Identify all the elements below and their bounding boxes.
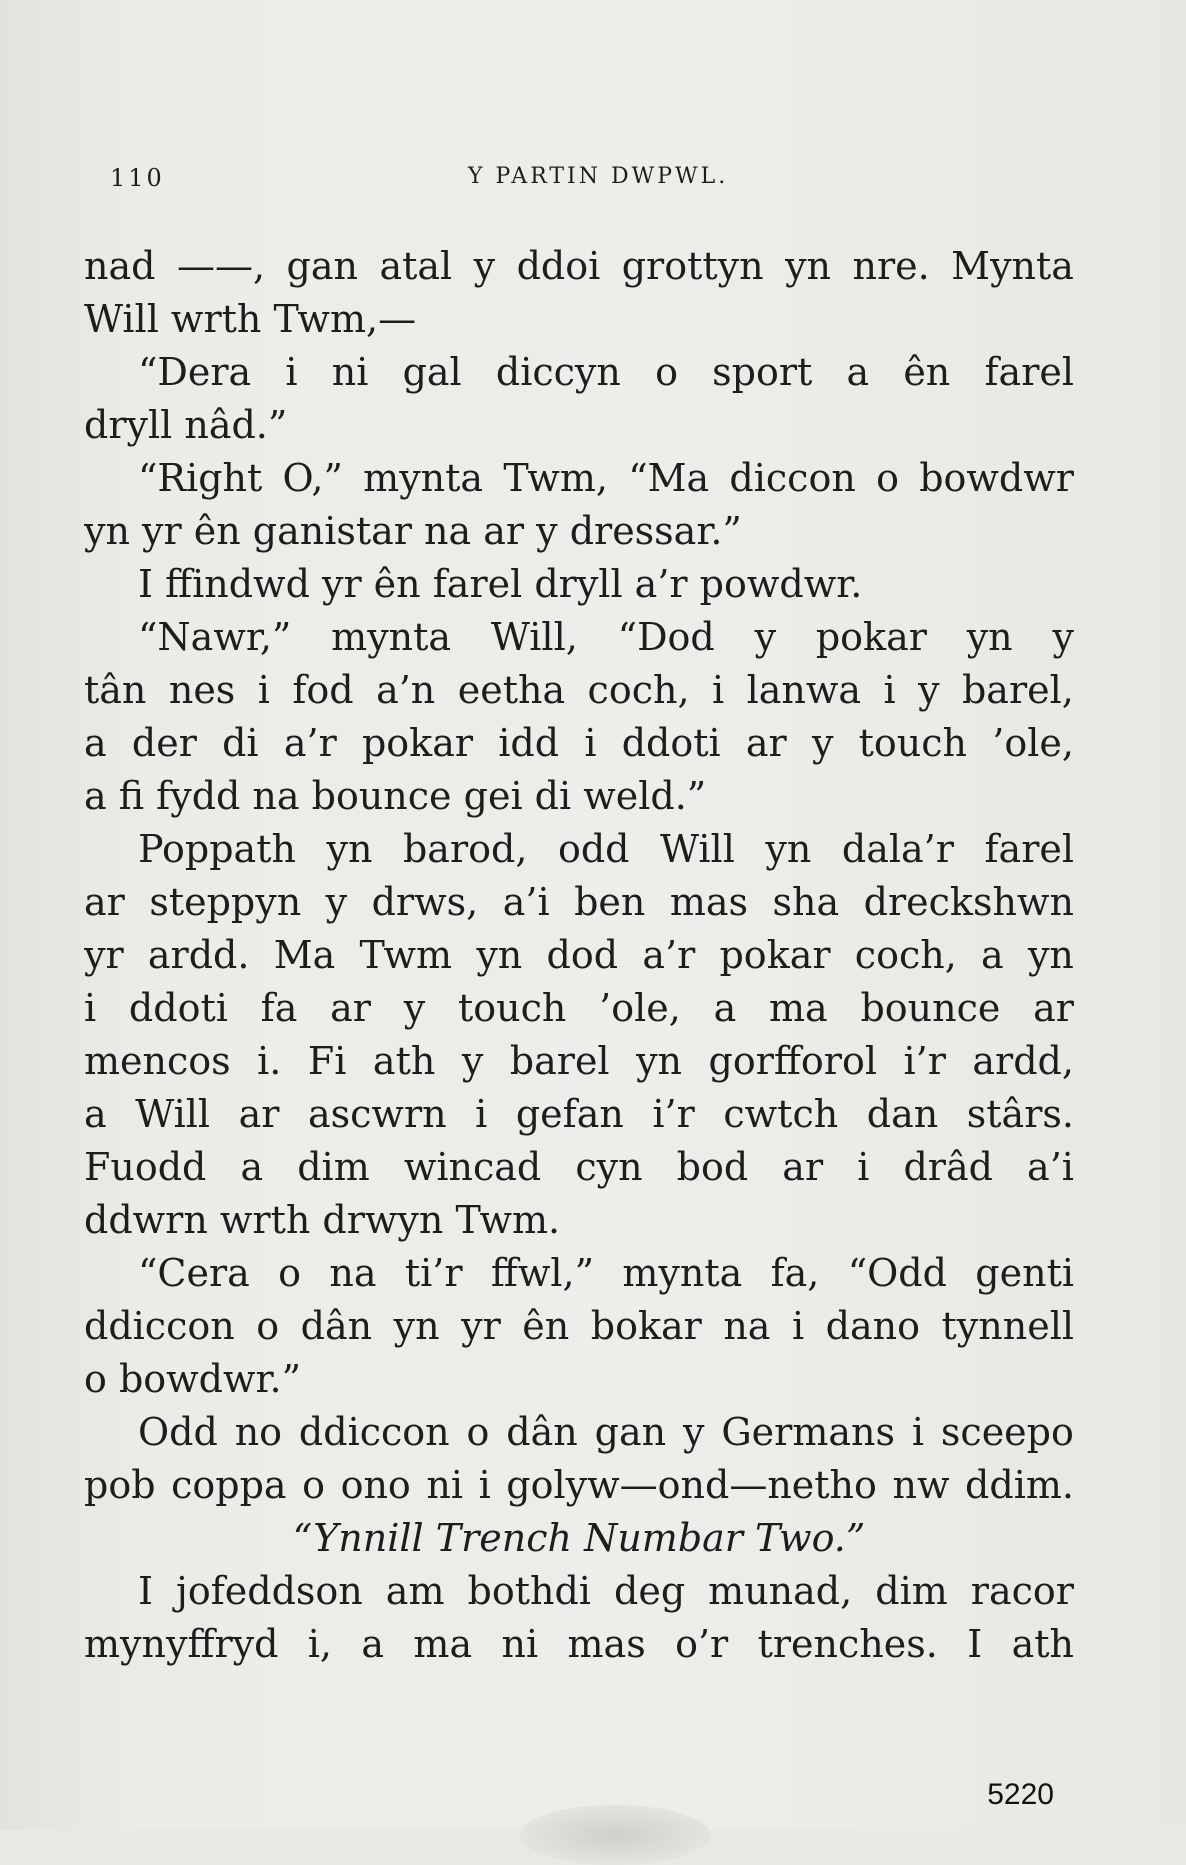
text-line: nad ——, gan atal y ddoi grottyn yn nre. Mynta	[84, 244, 1074, 288]
text-line: yr ardd. Ma Twm yn dod a’r pokar coch, a yn	[84, 933, 1074, 977]
running-title: Y PARTIN DWPWL.	[468, 164, 729, 189]
text-line: pob coppa o ono ni i golyw—ond—netho nw ddim.	[84, 1463, 1074, 1507]
text-line: a der di a’r pokar idd i ddoti ar y touch ’ole,	[84, 721, 1074, 765]
page-number: 110	[110, 164, 165, 192]
text-line: Will wrth Twm,—	[84, 297, 417, 341]
text-line: ddiccon o dân yn yr ên bokar na i dano tynnell	[84, 1304, 1074, 1348]
text-line: mencos i. Fi ath y barel yn gorfforol i’r ardd,	[84, 1039, 1074, 1083]
text-line: Odd no ddiccon o dân gan y Germans i sceepo	[138, 1410, 1074, 1454]
text-line: i ddoti fa ar y touch ’ole, a ma bounce ar	[84, 986, 1074, 1030]
text-line: Poppath yn barod, odd Will yn dala’r farel	[138, 827, 1074, 871]
page-header	[110, 160, 830, 200]
text-line: ddwrn wrth drwyn Twm.	[84, 1198, 561, 1242]
text-line: Fuodd a dim wincad cyn bod ar i drâd a’i	[84, 1145, 1074, 1189]
stamp-number: 5220	[987, 1778, 1054, 1811]
text-line: ar steppyn y drws, a’i ben mas sha dreckshwn	[84, 880, 1074, 924]
text-line: I ffindwd yr ên farel dryll a’r powdwr.	[138, 562, 863, 606]
text-line: dryll nâd.”	[84, 403, 288, 447]
text-line: mynyffryd i, a ma ni mas o’r trenches. I ath	[84, 1622, 1074, 1666]
body-text	[84, 240, 1074, 1671]
text-line: I jofeddson am bothdi deg munad, dim racor	[138, 1569, 1074, 1613]
thumb-smudge	[520, 1805, 710, 1865]
text-line: “Cera o na ti’r ffwl,” mynta fa, “Odd genti	[138, 1251, 1074, 1295]
text-line: yn yr ên ganistar na ar y dressar.”	[84, 509, 742, 553]
text-line: “Right O,” mynta Twm, “Ma diccon o bowdwr	[138, 456, 1074, 500]
text-line: o bowdwr.”	[84, 1357, 302, 1401]
text-line: “Ynnill Trench Numbar Two.”	[292, 1516, 866, 1560]
text-line: tân nes i fod a’n eetha coch, i lanwa i y barel,	[84, 668, 1074, 712]
text-line: a Will ar ascwrn i gefan i’r cwtch dan stârs.	[84, 1092, 1074, 1136]
text-line: “Dera i ni gal diccyn o sport a ên farel	[138, 350, 1074, 394]
text-line: “Nawr,” mynta Will, “Dod y pokar yn y	[138, 615, 1074, 659]
text-line: a fi fydd na bounce gei di weld.”	[84, 774, 707, 818]
